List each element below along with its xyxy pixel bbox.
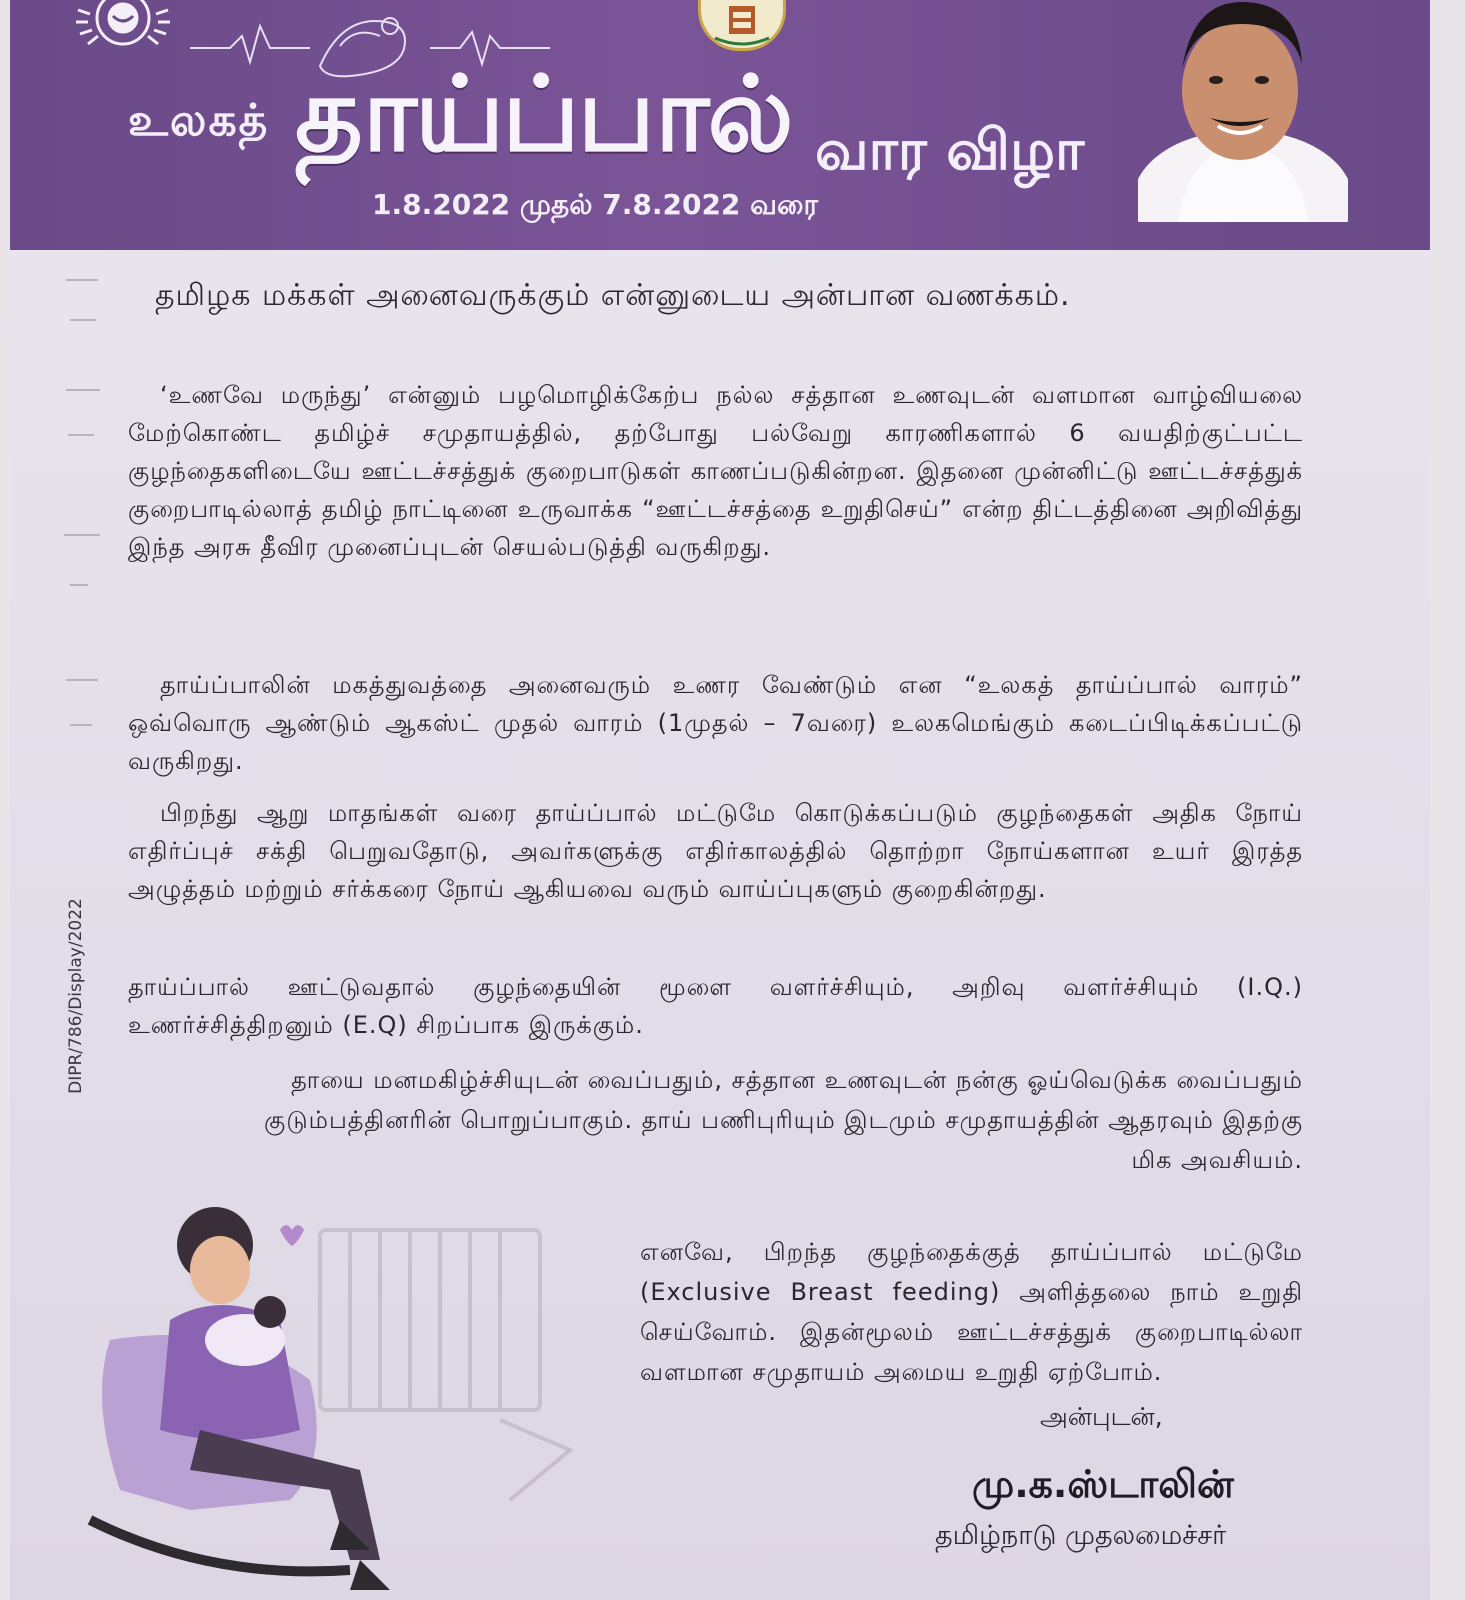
header-banner xyxy=(10,0,1430,250)
signoff: அன்புடன், xyxy=(1040,1402,1163,1431)
title-suffix: வார விழா xyxy=(815,118,1085,183)
greeting-line: தமிழக மக்கள் அனைவருக்கும் என்னுடைய அன்பான வணக்கம். xyxy=(155,278,1071,313)
chief-minister-portrait xyxy=(1138,0,1348,222)
reference-code xyxy=(58,870,88,1130)
paragraph-nutrition: ‘உணவே மருந்து’ என்னும் பழமொழிக்கேற்ப நல்ல சத்தான உணவுடன் வளமான வாழ்வியலை மேற்கொண்ட தமிழ்ச் சமுதாயத்தில், தற்போது பல்வேறு காரணிகளால் 6 வயதிற்குட்பட்ட குழந்தைகளிடையே ஊட்டச்சத்துக் குறைபாடுகள் காணப்படுகின்றன. இதனை முன்னிட்டு ஊட்டச்சத்துக் குறைபாடில்லாத் தமிழ் நாட்டினை உருவாக்க “ஊட்டச்சத்தை உறுதிசெய்” என்ற திட்டத்தினை அறிவித்து இந்த அரசு தீவிர முனைப்புடன் செயல்படுத்தி வருகிறது. xyxy=(128,381,1303,561)
state-emblem-icon xyxy=(698,0,786,51)
title-prefix: உலகத் xyxy=(128,95,270,146)
paragraph-breastfeeding-week: தாய்ப்பாலின் மகத்துவத்தை அனைவரும் உணர வேண்டும் என “உலகத் தாய்ப்பால் வாரம்” ஒவ்வொரு ஆண்டும் ஆகஸ்ட் முதல் வாரம் (1முதல் – 7வரை) உலகமெங்கும் கடைப்பிடிக்கப்பட்டு வருகிறது. xyxy=(128,671,1303,775)
signer-designation: தமிழ்நாடு முதலமைச்சர் xyxy=(935,1520,1227,1551)
event-date-range: 1.8.2022 முதல் 7.8.2022 வரை xyxy=(372,188,818,221)
paragraph-pledge: எனவே, பிறந்த குழந்தைக்குத் தாய்ப்பால் மட்டுமே (Exclusive Breast feeding) அளித்தலை நாம் உறுதி செய்வோம். இதன்மூலம் ஊட்டச்சத்துக் குறைபாடில்லா வளமான சமுதாயம் அமைய உறுதி ஏற்போம். xyxy=(640,1238,1303,1386)
paragraph-family-responsibility: தாயை மனமகிழ்ச்சியுடன் வைப்பதும், சத்தான உணவுடன் நன்கு ஓய்வெடுக்க வைப்பதும் குடும்பத்தினரின் பொறுப்பாகும். தாய் பணிபுரியும் இடமும் சமுதாயத்தின் ஆதரவும் இதற்கு மிக அவசியம். xyxy=(264,1066,1303,1174)
mother-nursing-illustration xyxy=(80,1190,600,1600)
paragraph-brain-development: தாய்ப்பால் ஊட்டுவதால் குழந்தையின் மூளை வளர்ச்சியும், அறிவு வளர்ச்சியும் (I.Q.) உணர்ச்சித்திறனும் (E.Q) சிறப்பாக இருக்கும். xyxy=(128,973,1304,1039)
reference-code-text: DIPR/786/Display/2022 xyxy=(66,898,86,1094)
signer-name: மு.க.ஸ்டாலின் xyxy=(972,1462,1234,1506)
paragraph-immunity: பிறந்து ஆறு மாதங்கள் வரை தாய்ப்பால் மட்டுமே கொடுக்கப்படும் குழந்தைகள் அதிக நோய் எதிர்ப்புச் சக்தி பெறுவதோடு, அவர்களுக்கு எதிர்காலத்தில் தொற்றா நோய்களான உயர் இரத்த அழுத்தம் மற்றும் சர்க்கரை நோய் ஆகியவை வரும் வாய்ப்புகளும் குறைகின்றது. xyxy=(128,799,1303,903)
logo-emblem-icon xyxy=(68,0,178,58)
title-main: தாய்ப்பால் xyxy=(295,53,792,175)
